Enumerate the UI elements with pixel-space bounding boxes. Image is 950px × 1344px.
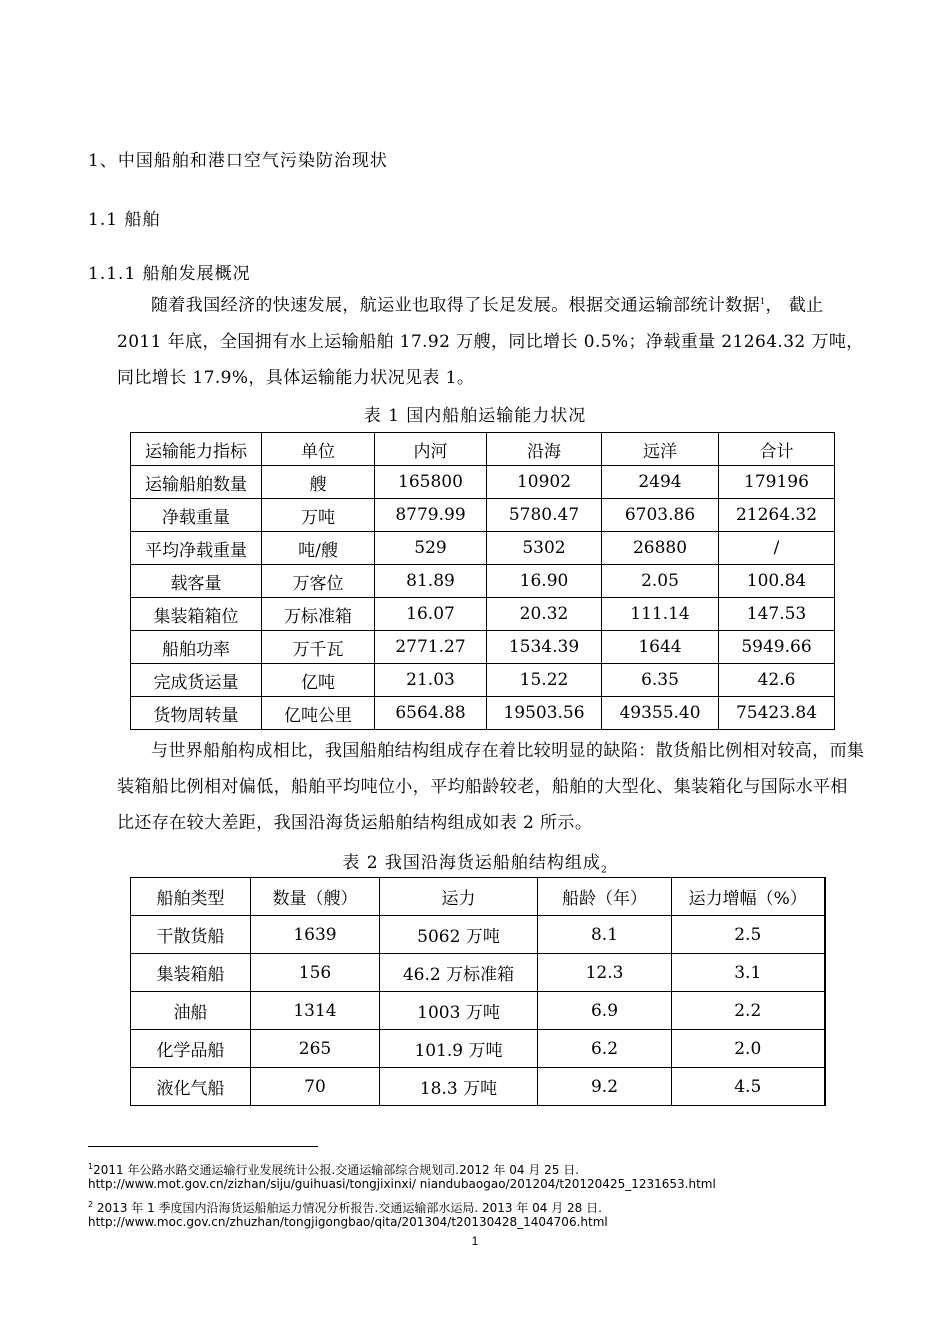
table-cell: 16.90 xyxy=(487,565,602,598)
footnote-ref[interactable]: 2 xyxy=(600,865,608,876)
table-cell: 20.32 xyxy=(487,598,602,631)
table-row xyxy=(131,499,835,532)
table-cell: 6.9 xyxy=(538,992,672,1030)
table-row xyxy=(131,1068,825,1106)
table-cell: 100.84 xyxy=(719,565,835,598)
table-cell: 干散货船 xyxy=(131,916,251,954)
table-header-cell: 运力增幅（%） xyxy=(672,878,825,916)
table-cell: 111.14 xyxy=(602,598,719,631)
table-cell: 5302 xyxy=(487,532,602,565)
table-row xyxy=(131,532,835,565)
table-cell: 265 xyxy=(251,1030,380,1068)
table-cell: 船舶功率 xyxy=(131,631,262,664)
table-header-cell: 合计 xyxy=(719,433,835,466)
table-row xyxy=(131,466,835,499)
table-cell: 19503.56 xyxy=(487,697,602,730)
table-header-cell: 远洋 xyxy=(602,433,719,466)
table-cell: 12.3 xyxy=(538,954,672,992)
table-cell: 集装箱箱位 xyxy=(131,598,262,631)
table-cell: 5949.66 xyxy=(719,631,835,664)
footnote-text: 2013 年 1 季度国内沿海货运船舶运力情况分析报告.交通运输部水运局. 2013 年 04 月 28 日. xyxy=(96,1201,602,1215)
table-cell: 6564.88 xyxy=(375,697,487,730)
table-cell: 1314 xyxy=(251,992,380,1030)
table-row xyxy=(131,1030,825,1068)
table-cell: / xyxy=(719,532,835,565)
table-cell: 万吨 xyxy=(262,499,375,532)
table-cell: 156 xyxy=(251,954,380,992)
table-cell: 165800 xyxy=(375,466,487,499)
paragraph-text: 随着我国经济的快速发展，航运业也取得了长足发展。根据交通运输部统计数据 xyxy=(151,295,760,316)
footnote-text: 2011 年公路水路交通运输行业发展统计公报.交通运输部综合规划司.2012 年 04 月 25 日. xyxy=(93,1163,580,1177)
table-cell: 万千瓦 xyxy=(262,631,375,664)
table-cell: 1003 万吨 xyxy=(380,992,538,1030)
table-cell: 6.2 xyxy=(538,1030,672,1068)
table-header-row xyxy=(131,433,835,466)
table-cell: 化学品船 xyxy=(131,1030,251,1068)
table-cell: 5062 万吨 xyxy=(380,916,538,954)
table-cell: 10902 xyxy=(487,466,602,499)
table-cell: 147.53 xyxy=(719,598,835,631)
transport-capacity-table xyxy=(130,432,835,730)
coastal-fleet-table xyxy=(130,877,826,1106)
table-cell: 运输船舶数量 xyxy=(131,466,262,499)
section-heading: 1、中国船舶和港口空气污染防治现状 xyxy=(88,151,388,171)
table-cell: 21.03 xyxy=(375,664,487,697)
table-row xyxy=(131,598,835,631)
table-row xyxy=(131,664,835,697)
table-cell: 万标准箱 xyxy=(262,598,375,631)
page-number: 1 xyxy=(471,1234,479,1248)
table-header-cell: 数量（艘） xyxy=(251,878,380,916)
table-row xyxy=(131,631,835,664)
table-row xyxy=(131,697,835,730)
table1-caption: 表 1 国内船舶运输能力状况 xyxy=(363,406,587,426)
table-cell: 艘 xyxy=(262,466,375,499)
caption-text: 表 2 我国沿海货运船舶结构组成 xyxy=(342,853,601,873)
table-cell: 亿吨 xyxy=(262,664,375,697)
table-cell: 49355.40 xyxy=(602,697,719,730)
table-row xyxy=(131,916,825,954)
table-header-row xyxy=(131,878,825,916)
table-cell: 1639 xyxy=(251,916,380,954)
table-cell: 42.6 xyxy=(719,664,835,697)
table-cell: 529 xyxy=(375,532,487,565)
table-cell: 平均净载重量 xyxy=(131,532,262,565)
footnote-number: 1 xyxy=(88,1162,94,1171)
table-cell: 亿吨公里 xyxy=(262,697,375,730)
table-cell: 179196 xyxy=(719,466,835,499)
table-cell: 2.0 xyxy=(672,1030,825,1068)
table-header-cell: 船龄（年） xyxy=(538,878,672,916)
table-cell: 16.07 xyxy=(375,598,487,631)
table-cell: 货物周转量 xyxy=(131,697,262,730)
table-header-cell: 运输能力指标 xyxy=(131,433,262,466)
comparison-paragraph xyxy=(117,733,865,841)
table-cell: 油船 xyxy=(131,992,251,1030)
table-cell: 2.2 xyxy=(672,992,825,1030)
table-cell: 2.05 xyxy=(602,565,719,598)
table-cell: 1644 xyxy=(602,631,719,664)
table-cell: 完成货运量 xyxy=(131,664,262,697)
table-cell: 2494 xyxy=(602,466,719,499)
table-header-cell: 船舶类型 xyxy=(131,878,251,916)
subsection-heading: 1.1 船舶 xyxy=(88,210,161,230)
table-cell: 2771.27 xyxy=(375,631,487,664)
table-cell: 46.2 万标准箱 xyxy=(380,954,538,992)
table-cell: 101.9 万吨 xyxy=(380,1030,538,1068)
table-cell: 净载重量 xyxy=(131,499,262,532)
table-cell: 4.5 xyxy=(672,1068,825,1106)
table-header-cell: 内河 xyxy=(375,433,487,466)
table-cell: 3.1 xyxy=(672,954,825,992)
footnote-number: 2 xyxy=(88,1200,94,1209)
table-cell: 21264.32 xyxy=(719,499,835,532)
table-cell: 2.5 xyxy=(672,916,825,954)
table-cell: 5780.47 xyxy=(487,499,602,532)
table-cell: 8.1 xyxy=(538,916,672,954)
table-cell: 载客量 xyxy=(131,565,262,598)
table-cell: 集装箱船 xyxy=(131,954,251,992)
footnote-1-url[interactable]: http://www.mot.gov.cn/zizhan/siju/guihuasi/tongjixinxi/ niandubaogao/201204/t20120425_1231653.html xyxy=(88,1177,716,1191)
table-header-cell: 运力 xyxy=(380,878,538,916)
table-cell: 6.35 xyxy=(602,664,719,697)
table-cell: 吨/艘 xyxy=(262,532,375,565)
paragraph-text: ， 截止 2011 年底，全国拥有水上运输船舶 17.92 万艘，同比增长 0.5%；净载重量 21264.32 万吨，同比增长 17.9%，具体运输能力状况见表 1。 xyxy=(117,295,864,388)
table-cell: 81.89 xyxy=(375,565,487,598)
footnote-separator xyxy=(88,1146,318,1147)
footnote-ref[interactable]: 1 xyxy=(760,297,766,306)
table-cell: 液化气船 xyxy=(131,1068,251,1106)
table-cell: 70 xyxy=(251,1068,380,1106)
subsubsection-heading: 1.1.1 船舶发展概况 xyxy=(88,264,251,284)
table-cell: 75423.84 xyxy=(719,697,835,730)
table-cell: 9.2 xyxy=(538,1068,672,1106)
table-row xyxy=(131,992,825,1030)
table-cell: 1534.39 xyxy=(487,631,602,664)
table-cell: 15.22 xyxy=(487,664,602,697)
footnote-2-url[interactable]: http://www.moc.gov.cn/zhuzhan/tongjigongbao/qita/201304/t20130428_1404706.html xyxy=(88,1215,608,1229)
table-header-cell: 单位 xyxy=(262,433,375,466)
table-cell: 6703.86 xyxy=(602,499,719,532)
table-row xyxy=(131,565,835,598)
intro-paragraph xyxy=(117,284,865,396)
table2-caption xyxy=(0,848,950,875)
table-row xyxy=(131,954,825,992)
table-cell: 18.3 万吨 xyxy=(380,1068,538,1106)
table-header-cell: 沿海 xyxy=(487,433,602,466)
paragraph-text: 与世界船舶构成相比，我国船舶结构组成存在着比较明显的缺陷：散货船比例相对较高，而集装箱船比例相对偏低，船舶平均吨位小，平均船龄较老，船舶的大型化、集装箱化与国际水平相比还存在较大差距，我国沿海货运船舶结构组成如表 2 所示。 xyxy=(117,741,865,833)
table-cell: 26880 xyxy=(602,532,719,565)
table-cell: 8779.99 xyxy=(375,499,487,532)
table-cell: 万客位 xyxy=(262,565,375,598)
